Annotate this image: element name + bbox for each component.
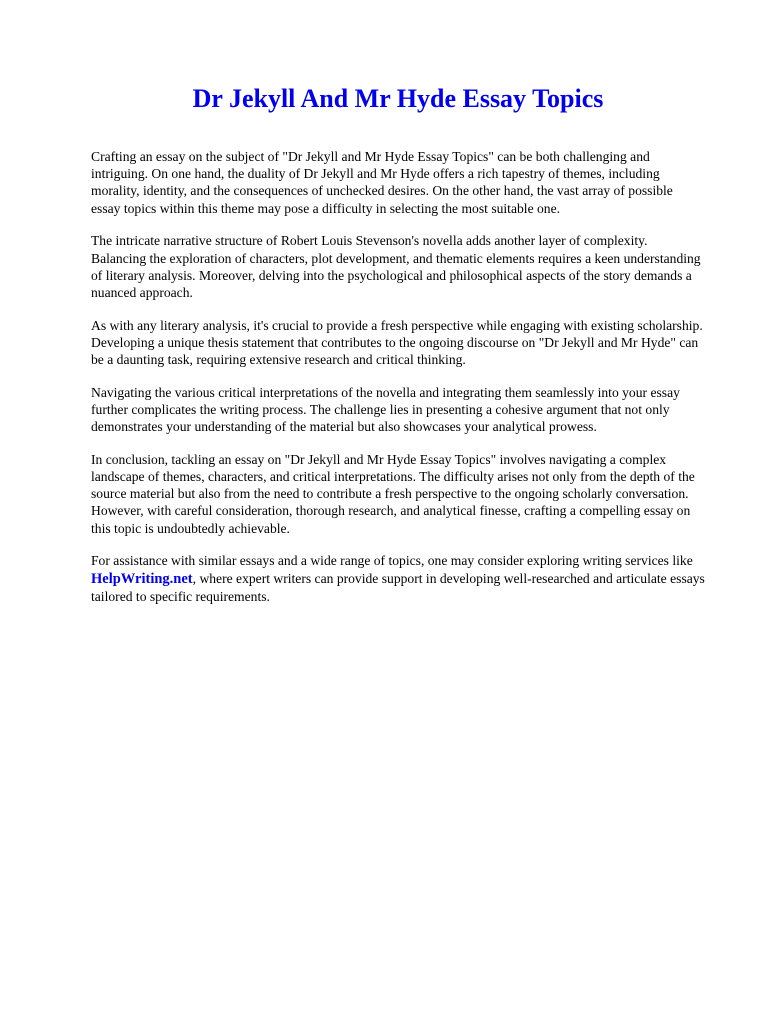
paragraph-4: Navigating the various critical interpretations of the novella and integrating them seamlessly into your essay further complicates the writing process. The challenge lies in presenting a cohesive argument that not only demonstrates your understanding of the material but also showcases your analytical prowess.: [91, 384, 680, 435]
paragraph-6-after-link: , where expert writers can provide support in developing well-researched and articulate essays tailored to specific requirements.: [91, 570, 705, 604]
page-title: Dr Jekyll And Mr Hyde Essay Topics: [192, 84, 604, 113]
paragraph-6-before-link: For assistance with similar essays and a wide range of topics, one may consider exploring writing services like: [91, 553, 693, 569]
paragraph-3: As with any literary analysis, it's crucial to provide a fresh perspective while engaging with existing scholarship. Developing a unique thesis statement that contributes to the ongoing discourse on "Dr Jekyll and Mr Hyde" can be a daunting task, requiring extensive research and critical thinking.: [91, 317, 703, 368]
paragraph-2: The intricate narrative structure of Robert Louis Stevenson's novella adds another layer of complexity. Balancing the exploration of characters, plot development, and thematic elements requires a keen understanding of literary analysis. Moreover, delving into the psychological and philosophical aspects of the story demands a nuanced approach.: [91, 233, 701, 300]
paragraph-5: In conclusion, tackling an essay on "Dr Jekyll and Mr Hyde Essay Topics" involves navigating a complex landscape of themes, characters, and critical interpretations. The difficulty arises not only from the depth of the source material but also from the need to contribute a fresh perspective to the ongoing scholarly conversation. However, with careful consideration, thorough research, and analytical finesse, crafting a compelling essay on this topic is undoubtedly achievable.: [91, 451, 695, 536]
paragraph-1: Crafting an essay on the subject of "Dr Jekyll and Mr Hyde Essay Topics" can be both challenging and intriguing. On one hand, the duality of Dr Jekyll and Mr Hyde offers a rich tapestry of themes, including morality, identity, and the consequences of unchecked desires. On the other hand, the vast array of possible essay topics within this theme may pose a difficulty in selecting the most suitable one.: [91, 149, 673, 216]
paragraph-6: [91, 552, 705, 605]
helpwriting-link[interactable]: HelpWriting.net: [91, 570, 193, 587]
essay-body: [91, 148, 705, 605]
